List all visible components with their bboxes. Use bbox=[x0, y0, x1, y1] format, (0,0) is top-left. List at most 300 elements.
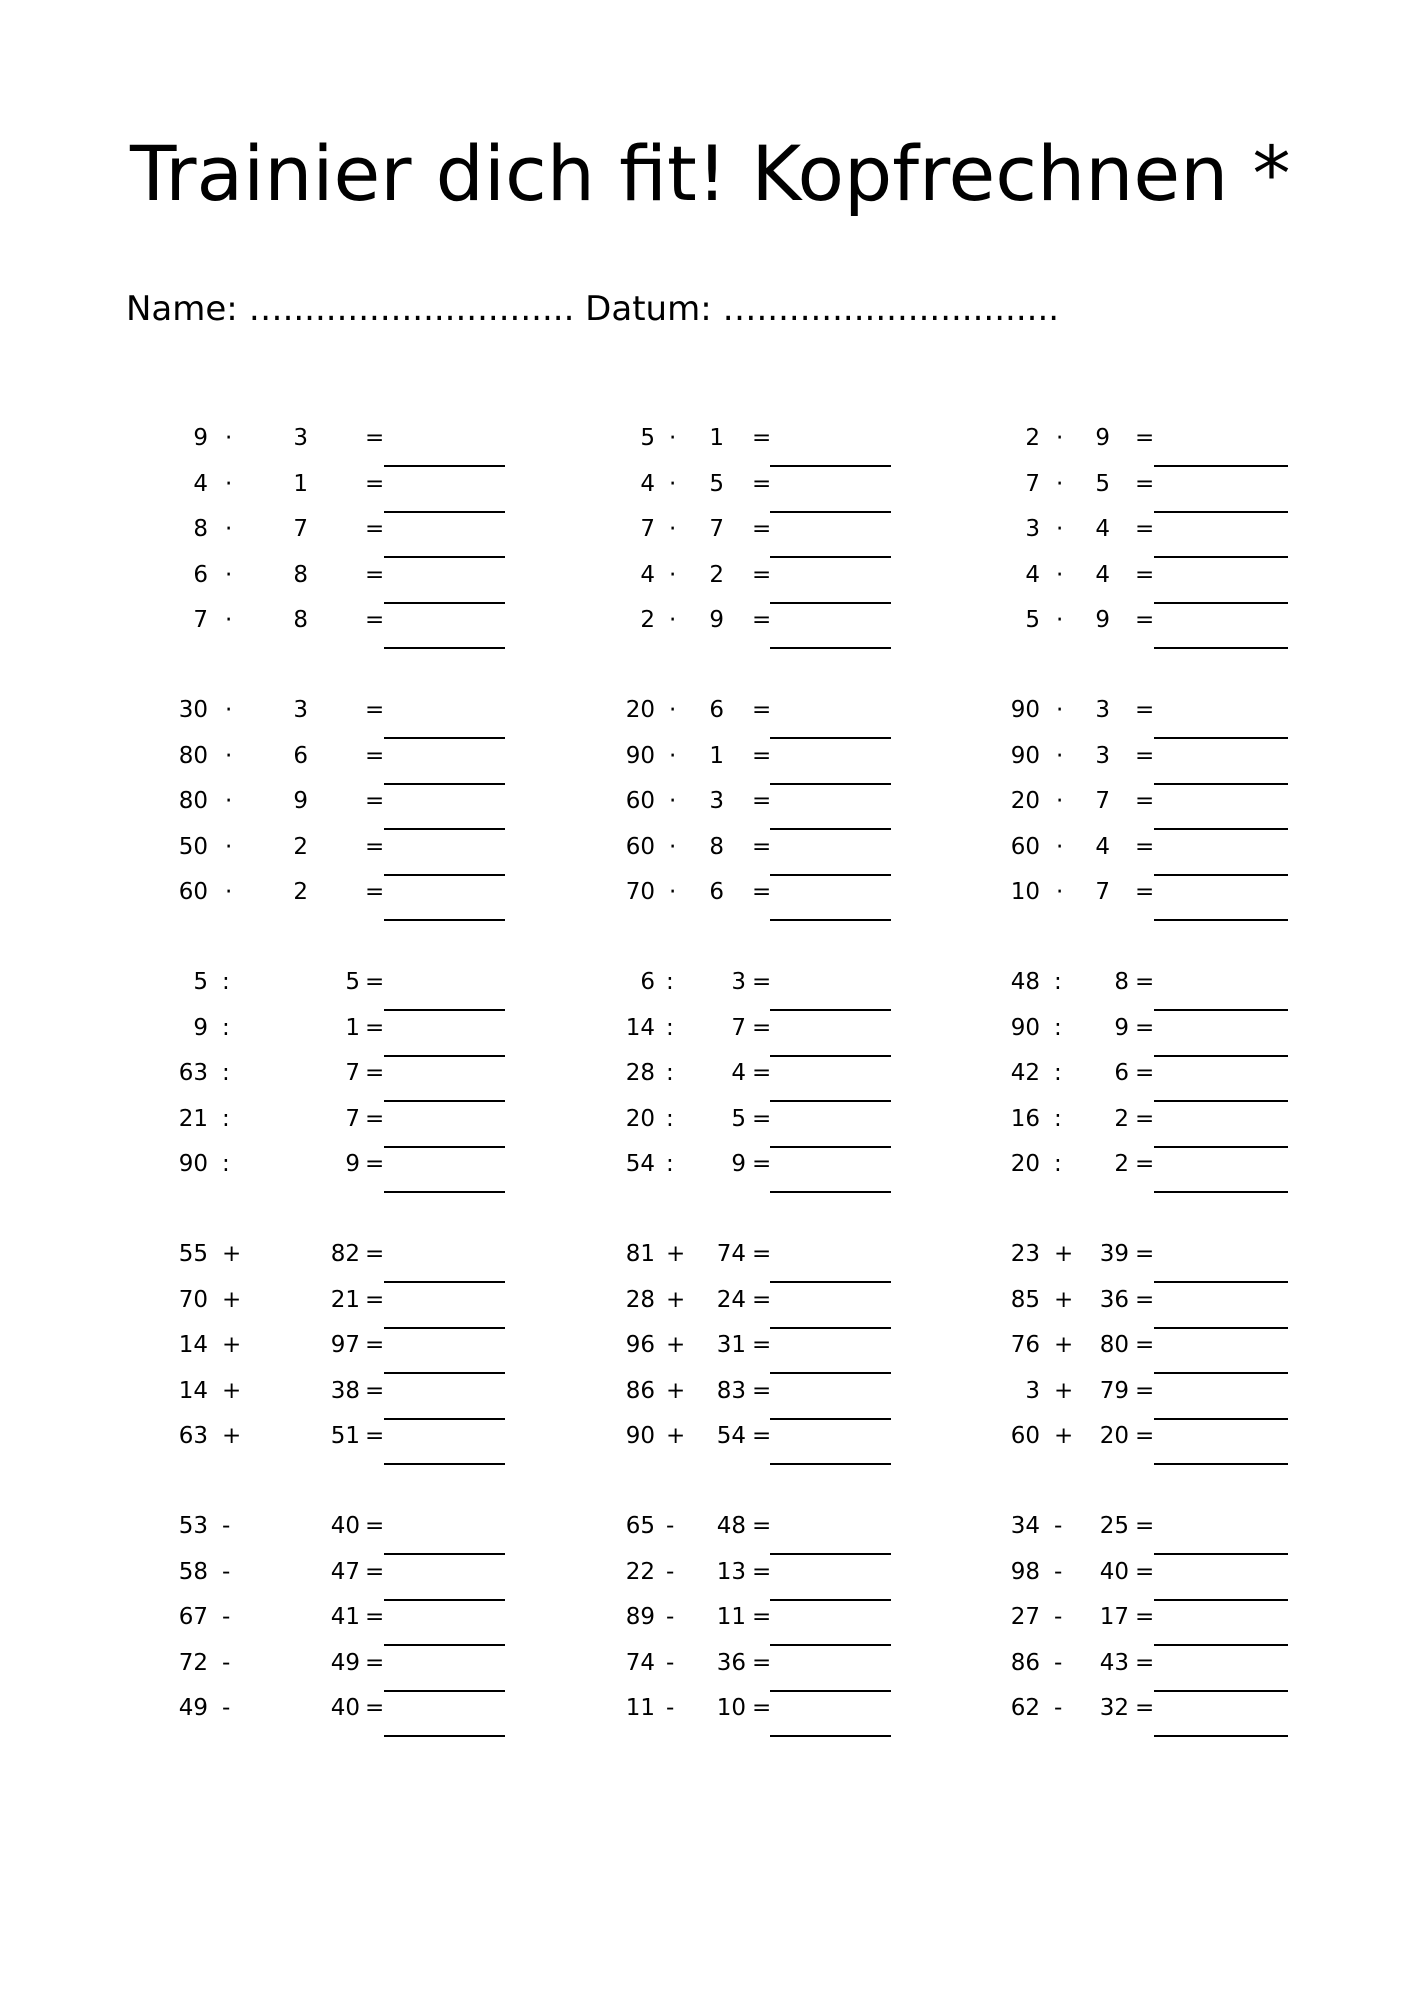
answer-line bbox=[1154, 737, 1288, 739]
equals-sign: = bbox=[752, 470, 772, 497]
operand-b: 6 bbox=[293, 742, 308, 769]
operator-symbol: - bbox=[222, 1513, 231, 1539]
operand-a: 5 bbox=[1025, 607, 1040, 633]
operand-b: 7 bbox=[731, 1014, 746, 1041]
operand-a: 5 bbox=[640, 425, 655, 451]
name-date-line: Name: …........................... Datum: …............................ bbox=[126, 289, 1060, 329]
operand-b: 13 bbox=[716, 1558, 746, 1585]
operand-a: 4 bbox=[640, 470, 655, 497]
answer-line bbox=[384, 1055, 505, 1057]
answer-line bbox=[770, 465, 891, 467]
equals-sign: = bbox=[365, 1604, 385, 1630]
operator-symbol: - bbox=[666, 1695, 675, 1721]
answer-line bbox=[1154, 874, 1288, 876]
answer-line bbox=[1154, 783, 1288, 785]
operator-symbol: · bbox=[1056, 561, 1064, 588]
operator-symbol: - bbox=[666, 1513, 675, 1539]
operand-b: 5 bbox=[345, 969, 360, 995]
operand-b: 36 bbox=[1099, 1286, 1129, 1313]
operand-b: 4 bbox=[1095, 833, 1110, 860]
operand-a: 20 bbox=[625, 697, 655, 723]
operand-a: 4 bbox=[640, 561, 655, 588]
answer-line bbox=[384, 511, 505, 513]
operator-symbol: · bbox=[669, 788, 677, 814]
equals-sign: = bbox=[365, 1060, 385, 1086]
operator-symbol: : bbox=[1054, 1151, 1062, 1177]
operator-symbol: · bbox=[225, 788, 233, 814]
answer-line bbox=[770, 828, 891, 830]
answer-line bbox=[384, 556, 505, 558]
operator-symbol: - bbox=[1054, 1558, 1063, 1585]
operand-a: 3 bbox=[1025, 1377, 1040, 1404]
operator-symbol: · bbox=[1056, 607, 1064, 633]
operand-b: 83 bbox=[716, 1377, 746, 1404]
operator-symbol: + bbox=[1054, 1423, 1074, 1449]
operator-symbol: · bbox=[1056, 742, 1064, 769]
operator-symbol: - bbox=[666, 1649, 675, 1676]
operand-a: 63 bbox=[178, 1423, 208, 1449]
operand-a: 9 bbox=[193, 1014, 208, 1041]
operand-b: 4 bbox=[1095, 561, 1110, 588]
equals-sign: = bbox=[365, 1286, 385, 1313]
operator-symbol: - bbox=[666, 1558, 675, 1585]
operator-symbol: · bbox=[225, 561, 233, 588]
equals-sign: = bbox=[365, 516, 385, 542]
answer-line bbox=[770, 783, 891, 785]
exercise-row bbox=[0, 877, 1413, 907]
answer-line bbox=[770, 647, 891, 649]
operand-b: 40 bbox=[330, 1695, 360, 1721]
operand-a: 72 bbox=[178, 1649, 208, 1676]
operand-a: 90 bbox=[625, 1423, 655, 1449]
answer-line bbox=[384, 1690, 505, 1692]
answer-line bbox=[770, 556, 891, 558]
equals-sign: = bbox=[1135, 1695, 1155, 1721]
equals-sign: = bbox=[1135, 516, 1155, 542]
answer-line bbox=[1154, 1553, 1288, 1555]
operand-a: 20 bbox=[1010, 1151, 1040, 1177]
operator-symbol: - bbox=[1054, 1604, 1063, 1630]
operand-a: 49 bbox=[178, 1695, 208, 1721]
answer-line bbox=[770, 602, 891, 604]
operand-a: 55 bbox=[178, 1241, 208, 1267]
equals-sign: = bbox=[365, 1649, 385, 1676]
answer-line bbox=[384, 1463, 505, 1465]
equals-sign: = bbox=[365, 879, 385, 905]
exercise-row bbox=[0, 1557, 1413, 1587]
equals-sign: = bbox=[365, 561, 385, 588]
operand-b: 7 bbox=[345, 1105, 360, 1132]
operand-a: 90 bbox=[178, 1151, 208, 1177]
answer-line bbox=[770, 737, 891, 739]
answer-line bbox=[1154, 465, 1288, 467]
answer-line bbox=[384, 874, 505, 876]
operand-b: 39 bbox=[1099, 1241, 1129, 1267]
operand-a: 20 bbox=[1010, 788, 1040, 814]
operand-b: 54 bbox=[716, 1423, 746, 1449]
exercise-row bbox=[0, 967, 1413, 997]
operator-symbol: : bbox=[222, 1151, 230, 1177]
operand-a: 90 bbox=[1010, 1014, 1040, 1041]
equals-sign: = bbox=[752, 969, 772, 995]
exercise-row bbox=[0, 1058, 1413, 1088]
operator-symbol: : bbox=[666, 1014, 674, 1041]
equals-sign: = bbox=[1135, 1332, 1155, 1358]
operand-b: 7 bbox=[1095, 788, 1110, 814]
equals-sign: = bbox=[1135, 788, 1155, 814]
operand-b: 32 bbox=[1099, 1695, 1129, 1721]
operand-b: 1 bbox=[709, 742, 724, 769]
equals-sign: = bbox=[365, 1377, 385, 1404]
answer-line bbox=[770, 1146, 891, 1148]
answer-line bbox=[384, 1372, 505, 1374]
equals-sign: = bbox=[752, 1332, 772, 1358]
equals-sign: = bbox=[752, 1105, 772, 1132]
answer-line bbox=[1154, 1735, 1288, 1737]
equals-sign: = bbox=[1135, 1558, 1155, 1585]
operand-a: 50 bbox=[178, 833, 208, 860]
operand-b: 9 bbox=[709, 607, 724, 633]
answer-line bbox=[384, 1644, 505, 1646]
operator-symbol: · bbox=[669, 561, 677, 588]
operand-b: 74 bbox=[716, 1241, 746, 1267]
operand-a: 8 bbox=[193, 516, 208, 542]
operand-a: 14 bbox=[625, 1014, 655, 1041]
operator-symbol: : bbox=[222, 1060, 230, 1086]
operand-a: 20 bbox=[625, 1105, 655, 1132]
operator-symbol: · bbox=[1056, 788, 1064, 814]
operand-b: 4 bbox=[1095, 516, 1110, 542]
operand-a: 60 bbox=[1010, 1423, 1040, 1449]
equals-sign: = bbox=[752, 833, 772, 860]
answer-line bbox=[770, 1281, 891, 1283]
operand-a: 90 bbox=[1010, 742, 1040, 769]
equals-sign: = bbox=[752, 742, 772, 769]
operand-a: 80 bbox=[178, 788, 208, 814]
operand-a: 28 bbox=[625, 1286, 655, 1313]
operand-a: 7 bbox=[1025, 470, 1040, 497]
answer-line bbox=[770, 1100, 891, 1102]
operand-a: 10 bbox=[1010, 879, 1040, 905]
answer-line bbox=[770, 1735, 891, 1737]
equals-sign: = bbox=[1135, 833, 1155, 860]
operator-symbol: + bbox=[666, 1423, 686, 1449]
equals-sign: = bbox=[1135, 1423, 1155, 1449]
equals-sign: = bbox=[752, 1649, 772, 1676]
operand-a: 60 bbox=[178, 879, 208, 905]
answer-line bbox=[384, 919, 505, 921]
equals-sign: = bbox=[365, 742, 385, 769]
operator-symbol: - bbox=[222, 1604, 231, 1630]
exercise-row bbox=[0, 786, 1413, 816]
operand-a: 85 bbox=[1010, 1286, 1040, 1313]
operand-a: 16 bbox=[1010, 1105, 1040, 1132]
answer-line bbox=[1154, 1146, 1288, 1148]
answer-line bbox=[384, 1146, 505, 1148]
operator-symbol: · bbox=[1056, 470, 1064, 497]
operator-symbol: : bbox=[1054, 1060, 1062, 1086]
operator-symbol: + bbox=[222, 1377, 242, 1404]
exercise-row bbox=[0, 605, 1413, 635]
exercise-row bbox=[0, 1376, 1413, 1406]
answer-line bbox=[384, 783, 505, 785]
exercise-row bbox=[0, 695, 1413, 725]
operator-symbol: - bbox=[666, 1604, 675, 1630]
equals-sign: = bbox=[752, 697, 772, 723]
operand-a: 60 bbox=[1010, 833, 1040, 860]
equals-sign: = bbox=[752, 1513, 772, 1539]
operand-a: 60 bbox=[625, 788, 655, 814]
answer-line bbox=[384, 1735, 505, 1737]
equals-sign: = bbox=[1135, 1151, 1155, 1177]
operand-b: 1 bbox=[345, 1014, 360, 1041]
operator-symbol: : bbox=[1054, 969, 1062, 995]
operand-b: 41 bbox=[330, 1604, 360, 1630]
answer-line bbox=[384, 737, 505, 739]
answer-line bbox=[770, 1418, 891, 1420]
operator-symbol: · bbox=[669, 742, 677, 769]
operand-a: 70 bbox=[178, 1286, 208, 1313]
operator-symbol: + bbox=[222, 1286, 242, 1313]
operator-symbol: · bbox=[225, 425, 233, 451]
operand-b: 2 bbox=[1114, 1105, 1129, 1132]
operand-a: 58 bbox=[178, 1558, 208, 1585]
answer-line bbox=[1154, 1372, 1288, 1374]
operand-a: 89 bbox=[625, 1604, 655, 1630]
operand-b: 79 bbox=[1099, 1377, 1129, 1404]
operand-a: 7 bbox=[193, 607, 208, 633]
answer-line bbox=[384, 1599, 505, 1601]
operator-symbol: · bbox=[225, 607, 233, 633]
operand-a: 74 bbox=[625, 1649, 655, 1676]
operator-symbol: · bbox=[1056, 425, 1064, 451]
operator-symbol: : bbox=[222, 1014, 230, 1041]
exercise-row bbox=[0, 1149, 1413, 1179]
equals-sign: = bbox=[365, 697, 385, 723]
operand-b: 80 bbox=[1099, 1332, 1129, 1358]
equals-sign: = bbox=[365, 1105, 385, 1132]
operator-symbol: · bbox=[1056, 516, 1064, 542]
operand-a: 28 bbox=[625, 1060, 655, 1086]
operand-b: 7 bbox=[293, 516, 308, 542]
answer-line bbox=[1154, 828, 1288, 830]
operator-symbol: : bbox=[666, 969, 674, 995]
equals-sign: = bbox=[752, 1151, 772, 1177]
equals-sign: = bbox=[365, 1241, 385, 1267]
operator-symbol: · bbox=[669, 833, 677, 860]
operand-b: 9 bbox=[293, 788, 308, 814]
operator-symbol: + bbox=[222, 1241, 242, 1267]
exercise-row bbox=[0, 1104, 1413, 1134]
answer-line bbox=[1154, 1055, 1288, 1057]
operand-a: 27 bbox=[1010, 1604, 1040, 1630]
answer-line bbox=[384, 1281, 505, 1283]
answer-line bbox=[1154, 647, 1288, 649]
equals-sign: = bbox=[1135, 879, 1155, 905]
answer-line bbox=[384, 1100, 505, 1102]
answer-line bbox=[1154, 1418, 1288, 1420]
operand-a: 22 bbox=[625, 1558, 655, 1585]
operand-a: 2 bbox=[1025, 425, 1040, 451]
answer-line bbox=[770, 1009, 891, 1011]
operator-symbol: - bbox=[222, 1649, 231, 1676]
operator-symbol: : bbox=[222, 1105, 230, 1132]
equals-sign: = bbox=[752, 1604, 772, 1630]
equals-sign: = bbox=[1135, 561, 1155, 588]
operand-a: 23 bbox=[1010, 1241, 1040, 1267]
exercise-row bbox=[0, 832, 1413, 862]
operand-b: 5 bbox=[709, 470, 724, 497]
operand-a: 34 bbox=[1010, 1513, 1040, 1539]
operand-a: 86 bbox=[625, 1377, 655, 1404]
equals-sign: = bbox=[1135, 742, 1155, 769]
operator-symbol: · bbox=[225, 879, 233, 905]
equals-sign: = bbox=[752, 561, 772, 588]
operand-b: 4 bbox=[731, 1060, 746, 1086]
operand-b: 31 bbox=[716, 1332, 746, 1358]
answer-line bbox=[1154, 1327, 1288, 1329]
answer-line bbox=[770, 1690, 891, 1692]
operand-a: 96 bbox=[625, 1332, 655, 1358]
operand-b: 43 bbox=[1099, 1649, 1129, 1676]
operand-a: 5 bbox=[193, 969, 208, 995]
operator-symbol: + bbox=[222, 1423, 242, 1449]
equals-sign: = bbox=[1135, 1105, 1155, 1132]
equals-sign: = bbox=[752, 879, 772, 905]
operand-a: 62 bbox=[1010, 1695, 1040, 1721]
operator-symbol: : bbox=[666, 1060, 674, 1086]
equals-sign: = bbox=[365, 1014, 385, 1041]
operand-a: 98 bbox=[1010, 1558, 1040, 1585]
operator-symbol: : bbox=[222, 969, 230, 995]
operand-b: 5 bbox=[731, 1105, 746, 1132]
operator-symbol: + bbox=[666, 1377, 686, 1404]
operator-symbol: · bbox=[669, 607, 677, 633]
operator-symbol: · bbox=[1056, 879, 1064, 905]
equals-sign: = bbox=[752, 1377, 772, 1404]
equals-sign: = bbox=[365, 788, 385, 814]
operator-symbol: · bbox=[1056, 833, 1064, 860]
equals-sign: = bbox=[365, 833, 385, 860]
equals-sign: = bbox=[752, 1286, 772, 1313]
equals-sign: = bbox=[1135, 1377, 1155, 1404]
operator-symbol: + bbox=[1054, 1286, 1074, 1313]
equals-sign: = bbox=[752, 425, 772, 451]
operand-a: 2 bbox=[640, 607, 655, 633]
operand-a: 42 bbox=[1010, 1060, 1040, 1086]
operator-symbol: · bbox=[225, 697, 233, 723]
answer-line bbox=[1154, 1191, 1288, 1193]
operand-a: 11 bbox=[625, 1695, 655, 1721]
answer-line bbox=[770, 919, 891, 921]
equals-sign: = bbox=[365, 607, 385, 633]
operand-a: 6 bbox=[640, 969, 655, 995]
operand-b: 17 bbox=[1099, 1604, 1129, 1630]
answer-line bbox=[1154, 1009, 1288, 1011]
operand-b: 6 bbox=[709, 879, 724, 905]
operand-b: 3 bbox=[293, 697, 308, 723]
answer-line bbox=[1154, 1463, 1288, 1465]
operand-b: 5 bbox=[1095, 470, 1110, 497]
operand-a: 67 bbox=[178, 1604, 208, 1630]
operand-b: 2 bbox=[293, 879, 308, 905]
equals-sign: = bbox=[752, 607, 772, 633]
equals-sign: = bbox=[1135, 1286, 1155, 1313]
answer-line bbox=[770, 874, 891, 876]
exercise-row bbox=[0, 514, 1413, 544]
operand-b: 8 bbox=[293, 561, 308, 588]
equals-sign: = bbox=[1135, 1241, 1155, 1267]
operand-a: 4 bbox=[1025, 561, 1040, 588]
operand-a: 90 bbox=[625, 742, 655, 769]
operand-b: 47 bbox=[330, 1558, 360, 1585]
operand-b: 7 bbox=[345, 1060, 360, 1086]
operand-b: 25 bbox=[1099, 1513, 1129, 1539]
equals-sign: = bbox=[1135, 425, 1155, 451]
operand-b: 1 bbox=[709, 425, 724, 451]
operand-a: 14 bbox=[178, 1332, 208, 1358]
answer-line bbox=[770, 1463, 891, 1465]
exercise-row bbox=[0, 1648, 1413, 1678]
answer-line bbox=[1154, 1281, 1288, 1283]
equals-sign: = bbox=[365, 1423, 385, 1449]
operand-a: 86 bbox=[1010, 1649, 1040, 1676]
answer-line bbox=[1154, 1690, 1288, 1692]
operator-symbol: - bbox=[222, 1558, 231, 1585]
operand-a: 76 bbox=[1010, 1332, 1040, 1358]
operator-symbol: : bbox=[666, 1151, 674, 1177]
operand-b: 48 bbox=[716, 1513, 746, 1539]
operand-a: 4 bbox=[193, 470, 208, 497]
exercise-row bbox=[0, 423, 1413, 453]
operator-symbol: · bbox=[669, 879, 677, 905]
operand-a: 6 bbox=[193, 561, 208, 588]
operand-b: 8 bbox=[1114, 969, 1129, 995]
operand-b: 40 bbox=[330, 1513, 360, 1539]
operand-b: 10 bbox=[716, 1695, 746, 1721]
operator-symbol: : bbox=[1054, 1105, 1062, 1132]
operand-b: 8 bbox=[709, 833, 724, 860]
operand-b: 82 bbox=[330, 1241, 360, 1267]
operator-symbol: · bbox=[225, 742, 233, 769]
answer-line bbox=[384, 1009, 505, 1011]
equals-sign: = bbox=[752, 1423, 772, 1449]
operand-a: 63 bbox=[178, 1060, 208, 1086]
equals-sign: = bbox=[1135, 969, 1155, 995]
equals-sign: = bbox=[752, 1014, 772, 1041]
answer-line bbox=[384, 465, 505, 467]
operand-a: 9 bbox=[193, 425, 208, 451]
answer-line bbox=[384, 1553, 505, 1555]
operand-b: 20 bbox=[1099, 1423, 1129, 1449]
operand-b: 38 bbox=[330, 1377, 360, 1404]
operand-b: 7 bbox=[709, 516, 724, 542]
answer-line bbox=[1154, 1599, 1288, 1601]
operand-a: 81 bbox=[625, 1241, 655, 1267]
operator-symbol: - bbox=[222, 1695, 231, 1721]
answer-line bbox=[1154, 602, 1288, 604]
operator-symbol: + bbox=[666, 1286, 686, 1313]
operator-symbol: + bbox=[666, 1332, 686, 1358]
operator-symbol: : bbox=[1054, 1014, 1062, 1041]
answer-line bbox=[1154, 919, 1288, 921]
exercise-row bbox=[0, 1013, 1413, 1043]
equals-sign: = bbox=[752, 1060, 772, 1086]
operand-a: 54 bbox=[625, 1151, 655, 1177]
operator-symbol: + bbox=[666, 1241, 686, 1267]
equals-sign: = bbox=[1135, 607, 1155, 633]
operator-symbol: + bbox=[1054, 1241, 1074, 1267]
